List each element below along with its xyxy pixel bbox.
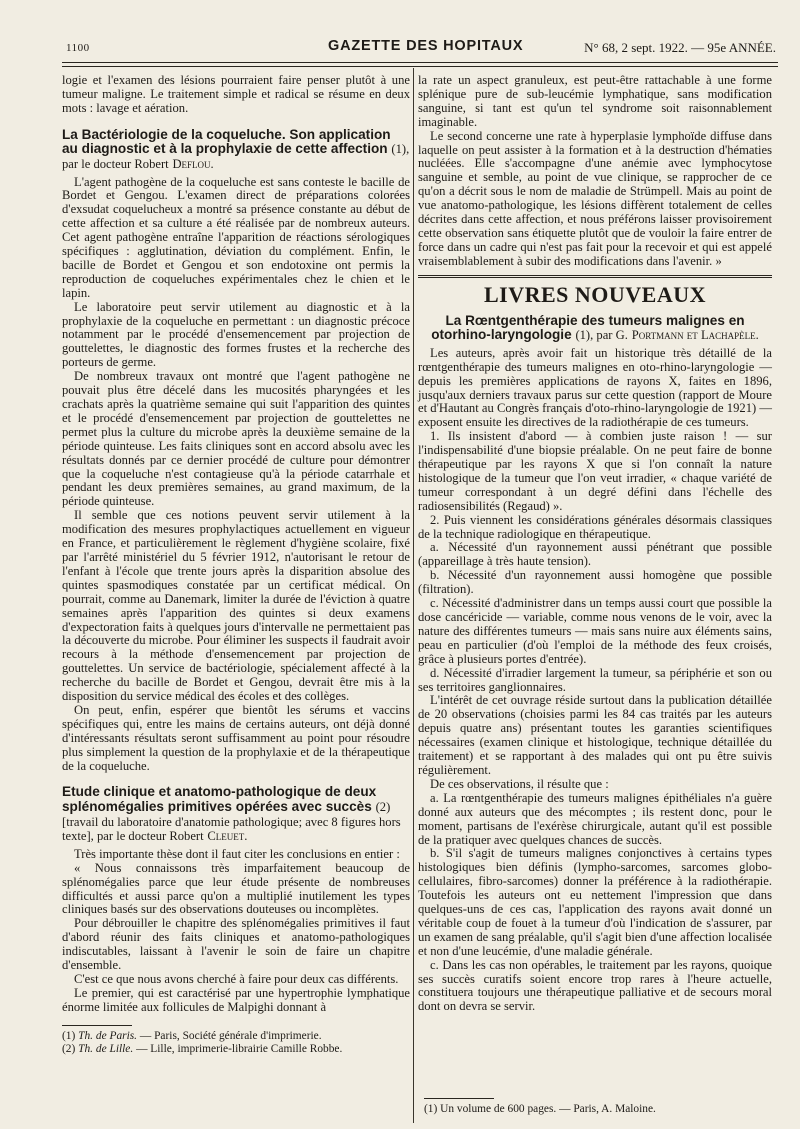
article-paragraph: « Nous connaissons très imparfaitement beaucoup de splénomégalies parce que leur étude présente de nombreuses difficultés et aussi parce qu'on a multiplié inutilement les types cliniques basés sur des observations douteuses ou incomplètes.: [62, 860, 410, 917]
article-title: Etude clinique et anatomo-pathologique de deux splénomégalies primitives opérées avec succès: [62, 784, 377, 815]
footnote-number: (2): [62, 1042, 76, 1055]
note-ref: (2): [375, 800, 391, 815]
section-title: LIVRES NOUVEAUX: [483, 281, 707, 307]
article-paragraph: Très importante thèse dont il faut citer les conclusions en entier :: [74, 846, 400, 861]
author-prefix: , par le docteur Robert: [62, 142, 410, 171]
page-header: [66, 38, 776, 60]
footnote-text: — Lille, imprimerie-librairie Camille Robbe.: [133, 1042, 343, 1055]
article-paragraph: a. La rœntgenthérapie des tumeurs malignes épithéliales n'a guère donné aux auteurs que des mécomptes ; ils restent donc, pour le moment, partisans de l'exérèse chirurgicale, autant qu'il est possible de la pratiquer avec quelques chances de succès.: [418, 790, 772, 847]
footnote-rule: [62, 1025, 132, 1026]
article-paragraph: C'est ce que nous avons cherché à faire pour deux cas différents.: [74, 972, 399, 986]
author-suffix: .: [755, 328, 759, 343]
article-subtitle: [travail du laboratoire d'anatomie pathologique; avec 8 figures hors texte], par le docteur Robert: [62, 814, 401, 844]
right-footnote: [424, 1098, 764, 1115]
issue-info: N° 68, 2 sept. 1922. — 95e ANNÉE.: [584, 40, 776, 55]
article-heading-coqueluche: [62, 128, 410, 172]
continuation-paragraph: Le second concerne une rate à hyperplasie lymphoïde diffuse dans laquelle on peut assister à la formation et à la destruction d'hématies nucléées. Elle s'accompagne d'une anémie avec lymphocytose sanguine et semble, au point de vue clinique, se rapprocher de ce qu'on a décrit sous le nom de maladie de Strümpell. Mais au point de vue anatomo-pathologique, les lésions diffèrent totalement de celles décrites dans cette affection, et nous préférons laisser provisoirement cette observation sans étiquette plutôt que de vouloir la faire entrer de force dans un cadre qui n'est pas fait pour la recevoir et qui est appelé vraisemblablement à subir des modifications dans l'avenir. »: [418, 128, 772, 268]
footnote: [62, 1043, 410, 1056]
article-paragraph: 2. Puis viennent les considérations générales désormais classiques de la technique radiologique en thérapeutique.: [418, 512, 772, 541]
author-name: Deflou: [172, 156, 211, 171]
footnote: [62, 1030, 410, 1043]
article-paragraph: Le premier, qui est caractérisé par une hypertrophie lymphatique énorme limitée aux follicules de Malpighi donnant à: [62, 985, 410, 1014]
footnote-place: Th. de Paris.: [78, 1029, 138, 1042]
journal-title: GAZETTE DES HOPITAUX: [328, 38, 524, 54]
article-paragraph: b. S'il s'agit de tumeurs malignes conjonctives à certains types histologiques bien définis (lympho-sarcomes, sarcomes globo-cellulaires, fibro-sarcomes) donner la préférence à la radiothérapie. Toutefois les auteurs ont eu nettement l'impression que dans quelques-uns de ces cas, l'application des rayons avait donné un véritable coup de fouet à la tumeur d'où l'indication de s'assurer, par un examen de sang préalable, qu'il s'agit bien d'une affection localisée et non d'une leucémie, d'une maladie générale.: [418, 846, 772, 958]
article-heading-splenomegalies: [62, 785, 410, 843]
article-paragraph: a. Nécessité d'un rayonnement aussi pénétrant que possible (appareillage à très haute tension).: [418, 540, 772, 569]
footnote-rule: [424, 1098, 494, 1099]
article-paragraph: b. Nécessité d'un rayonnement aussi homogène que possible (filtration).: [418, 568, 772, 597]
article-heading-roentgen: [418, 314, 772, 343]
author-name: Cleuet: [207, 829, 245, 844]
footnote-number: (1): [62, 1029, 76, 1042]
author-suffix: .: [210, 156, 214, 171]
article-paragraph: c. Nécessité d'administrer dans un temps aussi court que possible la dose cancéricide — variable, comme nous venons de le voir, avec la nature des différentes tumeurs — mais sans nuire aux éléments sains, peau en particulier (d'où l'emploi de la méthode des feux croisés, grâce à plusieurs portes d'entrée).: [418, 596, 772, 666]
article-title: La Bactériologie de la coqueluche. Son application au diagnostic et à la prophylaxie de cette affection: [62, 126, 391, 157]
author-suffix: .: [244, 829, 248, 844]
footnote: (1) Un volume de 600 pages. — Paris, A. Maloine.: [424, 1103, 656, 1115]
left-column: [62, 74, 410, 1056]
article-paragraph: d. Nécessité d'irradier largement la tumeur, sa périphérie et son ou ses territoires ganglionnaires.: [418, 665, 772, 694]
author-prefix: , par G.: [590, 328, 628, 343]
article-paragraph: De nombreux travaux ont montré que l'agent pathogène ne pouvait plus être décelé dans les mucosités pharyngées et les crachats après la quatrième semaine qui suit l'apparition des quintes et le procédé d'ensemencement par projection de gouttelettes ne permet plus la culture du microbe après la deuxième semaine de la période quinteuse. Les faits cliniques sont en accord absolu avec les résultats donnés par ce dernier procédé de culture pour démontrer que la coqueluche n'est contagieuse qu'à la période catarrhale et pendant les deux premières semaines, au grand maximum, de la période quinteuse.: [62, 369, 410, 509]
intro-paragraph: logie et l'examen des lésions pourraient faire penser plutôt à une tumeur maligne. Le traitement simple et radical se résume en deux mots : lavage et aération.: [62, 73, 410, 115]
article-paragraph: L'agent pathogène de la coqueluche est sans conteste le bacille de Bordet et Gengou. L'examen direct de préparations colorées d'exsudat coquelucheux a montré sa présence constante au début de cette affection et sa culture a été réalisée par de nombreux auteurs. Cet agent pathogène entraîne l'apparition de réactions sérologiques spécifiques : agglutination, déviation du complément. Enfin, le bacille de Bordet et Gengou et son endotoxine ont permis la reproduction de coqueluches expérimentales chez le chien et le lapin.: [62, 174, 410, 300]
article-paragraph: Le laboratoire peut servir utilement au diagnostic et à la prophylaxie de la coqueluche en permettant : un diagnostic précoce notamment par le procédé d'ensemencement par projection de gouttelettes, le diagnostic des formes frustes et la recherche des porteurs de germe.: [62, 299, 410, 370]
note-ref: (1): [575, 328, 591, 343]
footnote-text: — Paris, Société générale d'imprimerie.: [137, 1029, 322, 1042]
article-paragraph: Pour débrouiller le chapitre des splénomégalies primitives il faut d'abord réunir des faits cliniques et anatomo-pathologiques indiscutables, laissant à l'avenir le soin de faire un chapitre d'ensemble.: [62, 916, 410, 973]
article-paragraph: Les auteurs, après avoir fait un historique très détaillé de la rœntgenthérapie des tumeurs malignes en oto-rhino-laryngologie — depuis les premières applications de rayons X, faites en 1896, jusqu'aux derniers travaux parus sur cette question (rapport de Moure et d'Hautant au Congrès français d'oto-rhino-laryngologie de 1921) — exposent ensuite les directives de la radiothérapie de ces tumeurs.: [418, 345, 772, 430]
header-rule-2: [62, 66, 778, 67]
page-number: 1100: [66, 42, 90, 54]
author-names: Portmann et Lachapèle: [631, 328, 756, 343]
continuation-paragraph: la rate un aspect granuleux, est peut-être rattachable à une forme splénique pure de sub-leucémie lymphatique, sans modification sanguine, si tant est qu'un tel syndrome soit raisonnablement imaginable.: [418, 73, 772, 129]
article-title: La Rœntgenthérapie des tumeurs malignes en otorhino-laryngologie: [431, 312, 745, 343]
section-rule: [418, 275, 772, 278]
footnotes: [62, 1025, 410, 1056]
article-paragraph: De ces observations, il résulte que :: [430, 776, 609, 791]
article-paragraph: 1. Ils insistent d'abord — à combien juste raison ! — sur l'indispensabilité d'une biopsie préalable. On ne peut faire de bonne thérapeutique par les rayons X que si l'on connaît la nature histologique de la tumeur que l'on veut irradier, « chaque variété de tumeur correspondant à un degré défini dans l'échelle des radiosensibilités (Regaud) ».: [418, 429, 772, 513]
article-paragraph: L'intérêt de cet ouvrage réside surtout dans la publication détaillée de 20 observations (choisies parmi les 84 cas traités par les auteurs depuis quatre ans) présentant toutes les garanties scientifiques nécessaires (examen clinique et histologique, technique détaillée du traitement) et se rapportant à des malades qui ont pu être suivis régulièrement.: [418, 693, 772, 777]
note-ref: (1): [391, 142, 407, 157]
article-paragraph: c. Dans les cas non opérables, le traitement par les rayons, quoique ses succès curatifs soient encore trop rares à l'heure actuelle, constituera toujours une thérapeutique palliative et de secours moral dont on devra se servir.: [418, 957, 772, 1014]
header-rule: [62, 62, 778, 63]
article-paragraph: Il semble que ces notions peuvent servir utilement à la modification des mesures prophylactiques actuellement en vigueur en France, et particulièrement le règlement d'hygiène scolaire, fixé par l'arrêté ministériel du 5 février 1912, n'autorisant le retour de l'enfant à l'école que trente jours après la disparition absolue des quintes spasmodiques constatée par un certificat médical. On pourrait, comme au Danemark, limiter la durée de l'éviction à quatre semaines après l'apparition des quintes si deux examens d'expectoration faits à quelques jours d'intervalle ne permettaient pas la découverte du microbe. Pour éliminer les suspects il faudrait avoir recours à la méthode d'ensemencement par projection de gouttelettes. Un service de bactériologie, spécialement affecté à la recherche du bacille de Bordet et Gengou, devrait être mis à la disposition du service médical des écoles et des collèges.: [62, 508, 410, 704]
footnote-place: Th. de Lille.: [78, 1042, 134, 1055]
right-column: [418, 74, 772, 1014]
column-divider: [413, 68, 414, 1123]
article-paragraph: On peut, enfin, espérer que bientôt les sérums et vaccins spécifiques qui, entre les mains de certains auteurs, ont déjà donné d'intéressants résultats seront suffisamment au point pour résoudre plus simplement la question de la prophylaxie et de la thérapeutique de la coqueluche.: [62, 702, 410, 773]
